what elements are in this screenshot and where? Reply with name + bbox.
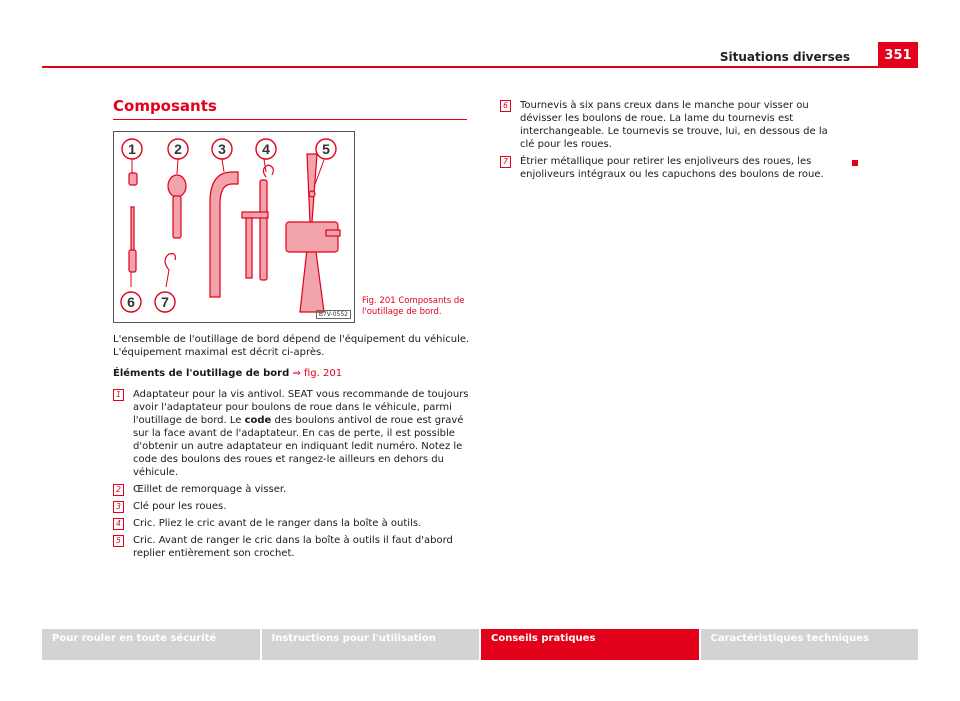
tool-kit-figure <box>113 131 355 323</box>
list-item: 5 Cric. Avant de ranger le cric dans la boîte à outils il faut d'abord replier entièrement son crochet. <box>113 534 473 560</box>
list-heading-line <box>113 367 473 380</box>
item-number: 4 <box>113 518 124 530</box>
list-item: 3 Clé pour les roues. <box>113 500 473 513</box>
tab-practical-tips[interactable]: Conseils pratiques <box>481 629 701 660</box>
left-column <box>113 333 473 564</box>
towing-eye-tool <box>168 175 186 238</box>
callout-3: 3 <box>218 141 226 157</box>
list-item: 2 Œillet de remorquage à visser. <box>113 483 473 496</box>
footer-nav <box>42 629 918 660</box>
jack-tool <box>286 154 340 312</box>
right-column <box>500 99 845 185</box>
tab-operating-instructions[interactable]: Instructions pour l'utilisation <box>262 629 482 660</box>
section-rule <box>113 119 467 120</box>
item-number: 1 <box>113 389 124 401</box>
figure-link[interactable]: ⇒ fig. 201 <box>292 368 343 379</box>
item-number: 7 <box>500 156 511 168</box>
callout-5: 5 <box>322 141 330 157</box>
caption-text: Composants de l'outillage de bord. <box>362 296 465 317</box>
figure-caption <box>362 296 472 318</box>
adapter-tool <box>129 173 137 185</box>
list-item: 1 Adaptateur pour la vis antivol. SEAT vous recommande de toujours avoir l'adaptateur pour boulons de roue dans le véhicule, parmi l'outillage de bord. Le code des boulons antivol de roue est gravé sur la face avant de l'adaptateur. En cas de perte, il est possible d'obtenir un autre adaptateur en indiquant ledit numéro. Notez le code des boulons des roues et rangez-le ailleurs en dehors du véhicule. <box>113 388 473 479</box>
callout-6: 6 <box>127 294 135 310</box>
figure-code: B7V-0552 <box>316 310 351 319</box>
section-end-marker <box>852 160 858 166</box>
callout-4: 4 <box>262 141 270 157</box>
jack-crank-tool <box>242 165 273 280</box>
tab-technical-data[interactable]: Caractéristiques techniques <box>701 629 919 660</box>
screwdriver-tool <box>129 207 136 272</box>
chapter-title: Situations diverses <box>719 50 850 64</box>
list-heading: Éléments de l'outillage de bord <box>113 368 290 379</box>
callout-7: 7 <box>161 294 169 310</box>
caption-label: Fig. 201 <box>362 296 396 306</box>
list-item: 6 Tournevis à six pans creux dans le manche pour visser ou dévisser les boulons de roue. La lame du tournevis est interchangeable. Le tournevis se trouve, lui, en dessous de la clé pour les roues. <box>500 99 845 151</box>
item-number: 2 <box>113 484 124 496</box>
hubcap-clip-tool <box>165 254 175 270</box>
callout-2: 2 <box>174 141 182 157</box>
page-number: 351 <box>878 42 918 68</box>
tool-kit-illustration <box>114 132 354 322</box>
wheel-wrench-tool <box>210 172 238 297</box>
header-rule <box>42 66 918 68</box>
list-item: 7 Étrier métallique pour retirer les enjoliveurs des roues, les enjoliveurs intégraux ou les capuchons des boulons de roue. <box>500 155 845 181</box>
tab-safety[interactable]: Pour rouler en toute sécurité <box>42 629 262 660</box>
intro-paragraph: L'ensemble de l'outillage de bord dépend de l'équipement du véhicule. L'équipement maximal est décrit ci-après. <box>113 334 470 358</box>
item-number: 3 <box>113 501 124 513</box>
item-number: 5 <box>113 535 124 547</box>
list-item: 4 Cric. Pliez le cric avant de le ranger dans la boîte à outils. <box>113 517 473 530</box>
section-title: Composants <box>113 97 217 115</box>
item-number: 6 <box>500 100 511 112</box>
callout-1: 1 <box>128 141 136 157</box>
